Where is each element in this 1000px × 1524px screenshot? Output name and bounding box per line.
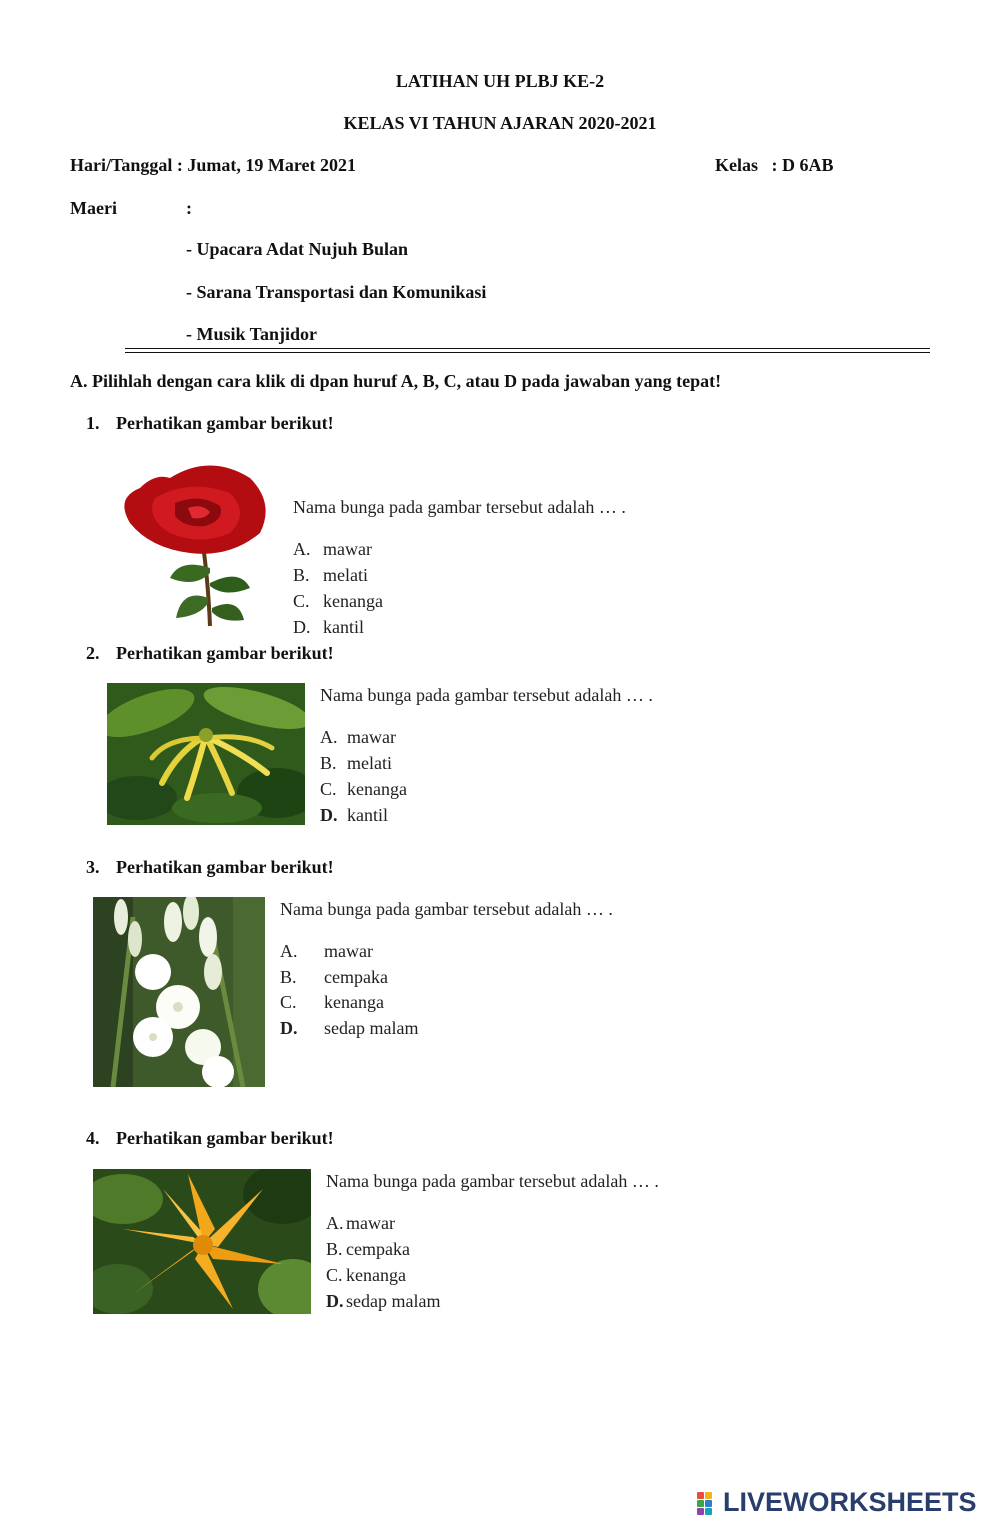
question-heading: Perhatikan gambar berikut! [116, 413, 334, 433]
option-letter[interactable]: B. [293, 565, 310, 585]
answer-option-a[interactable] [326, 1213, 395, 1234]
answer-option-b[interactable] [293, 565, 368, 586]
materi-item: - Sarana Transportasi dan Komunikasi [186, 282, 487, 302]
red-rose-image [110, 458, 272, 628]
option-text: mawar [347, 727, 396, 747]
option-text: melati [347, 753, 392, 773]
option-text: kantil [323, 617, 364, 637]
option-letter[interactable]: D. [326, 1291, 344, 1311]
option-letter[interactable]: B. [326, 1239, 343, 1259]
worksheet-title: LATIHAN UH PLBJ KE-2 [395, 71, 605, 91]
materi-item: - Musik Tanjidor [186, 324, 318, 344]
question-prompt: Nama bunga pada gambar tersebut adalah … . [326, 1171, 659, 1191]
answer-option-a[interactable] [320, 727, 396, 748]
option-letter[interactable]: A. [293, 539, 311, 559]
champak-image [93, 1169, 311, 1314]
answer-option-d[interactable] [293, 617, 364, 638]
question-number: 4. [86, 1128, 100, 1148]
materi-item: - Upacara Adat Nujuh Bulan [186, 239, 409, 259]
answer-option-d[interactable] [320, 805, 388, 826]
question-heading: Perhatikan gambar berikut! [116, 1128, 334, 1148]
option-letter[interactable]: D. [293, 617, 311, 637]
worksheet-subtitle: KELAS VI TAHUN AJARAN 2020-2021 [343, 113, 657, 133]
liveworksheets-logo-text: LIVEWORKSHEETS [723, 1487, 977, 1517]
option-text: cempaka [324, 967, 388, 987]
option-text: kenanga [347, 779, 407, 799]
answer-option-b[interactable] [320, 753, 392, 774]
option-text: mawar [323, 539, 372, 559]
option-letter[interactable]: C. [280, 992, 297, 1012]
option-text: melati [323, 565, 368, 585]
date-label: Hari/Tanggal : Jumat, 19 Maret 2021 [70, 155, 356, 175]
question-heading: Perhatikan gambar berikut! [116, 857, 334, 877]
option-letter[interactable]: C. [293, 591, 310, 611]
option-letter[interactable]: B. [320, 753, 337, 773]
answer-option-b[interactable] [326, 1239, 410, 1260]
section-a-instruction: A. Pilihlah dengan cara klik di dpan huruf A, B, C, atau D pada jawaban yang tepat! [70, 371, 722, 391]
question-number: 2. [86, 643, 100, 663]
option-letter[interactable]: A. [320, 727, 338, 747]
option-text: kenanga [323, 591, 383, 611]
liveworksheets-logo-icon [697, 1492, 721, 1516]
question-number: 3. [86, 857, 100, 877]
materi-label: Maeri [70, 198, 117, 218]
liveworksheets-logo [697, 1487, 997, 1518]
answer-option-c[interactable] [326, 1265, 406, 1286]
class-label: Kelas : D 6AB [715, 155, 834, 175]
materi-colon: : [186, 198, 192, 218]
option-letter[interactable]: D. [280, 1018, 298, 1038]
answer-option-b[interactable] [280, 967, 388, 988]
option-text: kenanga [324, 992, 384, 1012]
option-text: sedap malam [346, 1291, 441, 1311]
option-text: mawar [346, 1213, 395, 1233]
option-letter[interactable]: A. [326, 1213, 344, 1233]
ylang-ylang-image [107, 683, 305, 825]
option-text: cempaka [346, 1239, 410, 1259]
option-text: kantil [347, 805, 388, 825]
answer-option-c[interactable] [293, 591, 383, 612]
option-letter[interactable]: C. [320, 779, 337, 799]
option-letter[interactable]: C. [326, 1265, 343, 1285]
option-letter[interactable]: D. [320, 805, 338, 825]
option-letter[interactable]: B. [280, 967, 297, 987]
answer-option-a[interactable] [293, 539, 372, 560]
answer-option-d[interactable] [326, 1291, 440, 1312]
question-prompt: Nama bunga pada gambar tersebut adalah … . [320, 685, 653, 705]
answer-option-c[interactable] [280, 992, 384, 1013]
answer-option-c[interactable] [320, 779, 407, 800]
answer-option-a[interactable] [280, 941, 373, 962]
answer-option-d[interactable] [280, 1018, 418, 1039]
question-heading: Perhatikan gambar berikut! [116, 643, 334, 663]
question-prompt: Nama bunga pada gambar tersebut adalah … . [280, 899, 613, 919]
option-letter[interactable]: A. [280, 941, 298, 961]
question-prompt: Nama bunga pada gambar tersebut adalah … . [293, 497, 626, 517]
option-text: sedap malam [324, 1018, 419, 1038]
tuberose-image [93, 897, 265, 1087]
option-text: mawar [324, 941, 373, 961]
divider-line [125, 348, 930, 349]
option-text: kenanga [346, 1265, 406, 1285]
divider-line [125, 352, 930, 353]
question-number: 1. [86, 413, 100, 433]
